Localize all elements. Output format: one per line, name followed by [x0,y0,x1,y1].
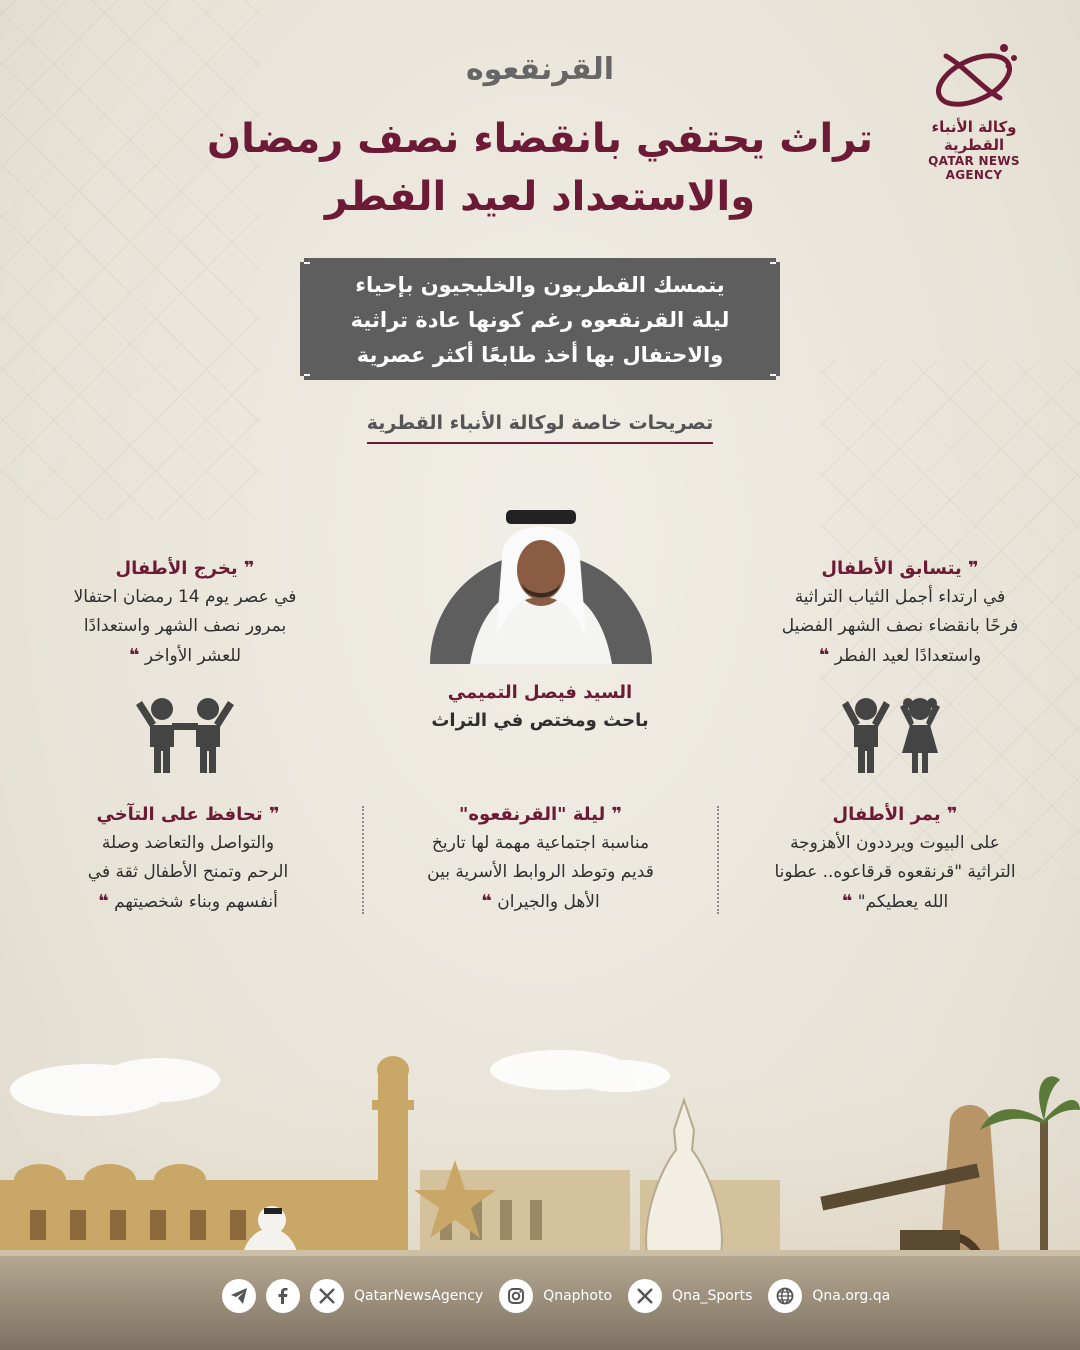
block-line-last [745,641,1055,671]
block-line: الله يعطيكم" [857,892,949,912]
title-line-2: والاستعداد لعيد الفطر [324,174,756,220]
logo-english-text: QATAR NEWS AGENCY [928,154,1020,182]
children-icon [838,695,948,775]
block-head [38,804,338,825]
block-line-last [745,887,1045,917]
quote-open-icon: ❞ [968,558,979,579]
banner-corner [776,376,784,384]
block-body [38,829,338,917]
page-title [0,110,1080,226]
exclusive-label: تصريحات خاصة لوكالة الأنباء القطرية [367,412,714,444]
logo-arabic-text: وكالة الأنباء القطرية [931,118,1017,154]
quote-close-icon: ❝ [128,645,140,666]
social-handle-qna-sports[interactable]: Qna_Sports [672,1288,753,1304]
social-handle-qatarnewsagency[interactable]: QatarNewsAgency [354,1288,484,1304]
block-head [30,558,340,579]
block-body [30,583,340,671]
banner-line-1: يتمسك القطريون والخليجيون بإحياء [355,273,725,297]
person-role: باحث ومختص في التراث [431,710,649,731]
block-line: الرحم وتمنح الأطفال ثقة في [87,862,289,882]
quote-close-icon: ❝ [841,891,853,912]
block-line-last [388,887,693,917]
banner-corner [296,254,304,262]
quote-close-icon: ❝ [98,891,109,912]
block-line: الأهل والجيران [497,892,600,912]
facebook-icon[interactable] [266,1279,300,1313]
instagram-icon[interactable] [499,1279,533,1313]
block-line: أنفسهم وبناء شخصيتهم [114,892,278,912]
block-head-text: يمر الأطفال [832,804,941,825]
block-children-go-out [30,558,340,671]
quote-open-icon: ❞ [243,558,255,579]
block-children-compete [745,558,1055,671]
block-body [745,829,1045,917]
banner-corner [296,376,304,384]
person-name: السيد فيصل التميمي [447,682,633,703]
block-body [745,583,1055,671]
block-line-last [38,887,338,917]
telegram-icon[interactable] [222,1279,256,1313]
quote-open-icon: ❞ [268,804,280,825]
quote-open-icon: ❞ [611,804,623,825]
children-icon [130,695,240,775]
x-icon[interactable] [310,1279,344,1313]
divider [362,806,364,914]
block-line: فرحًا بانقضاء نصف الشهر الفضيل [781,616,1019,636]
block-head-text: تحافظ على التآخي [96,804,263,825]
social-handle-qnaphoto[interactable]: Qnaphoto [543,1288,613,1304]
block-line: والتواصل والتعاضد وصلة [101,833,275,853]
block-head-text: يخرج الأطفال [115,558,238,579]
block-line: التراثية "قرنقعوه قرقاعوه.. عطونا [774,862,1016,882]
block-children-pass-houses [745,804,1045,917]
block-line: للعشر الأواخر [144,646,242,666]
block-line: في ارتداء أجمل الثياب التراثية [794,587,1006,607]
banner-corner [776,254,784,262]
globe-icon[interactable] [768,1279,802,1313]
exclusive-statements [0,412,1080,444]
banner-line-3: والاحتفال بها أخذ طابعًا أكثر عصرية [356,343,724,367]
block-line: واستعدادًا لعيد الفطر [834,646,982,666]
kicker: القرنقعوه [465,52,615,87]
block-garangao-night [388,804,693,917]
block-head-text: يتسابق الأطفال [821,558,962,579]
quote-close-icon: ❝ [481,891,492,912]
banner-line-2: ليلة القرنقعوه رغم كونها عادة تراثية [350,308,730,332]
divider [717,806,719,914]
block-line: مناسبة اجتماعية مهمة لها تاريخ [431,833,650,853]
summary-banner [300,258,780,380]
block-head [745,804,1045,825]
block-head [388,804,693,825]
block-head-text: ليلة "القرنقعوه" [458,804,606,825]
block-line: بمرور نصف الشهر واستعدادًا [83,616,287,636]
quote-close-icon: ❝ [818,645,830,666]
person-portrait [430,486,652,664]
block-preserve-brotherhood [38,804,338,917]
block-line: قديم وتوطد الروابط الأسرية بين [427,862,654,882]
title-line-1: تراث يحتفي بانقضاء نصف رمضان [206,116,874,162]
block-head [745,558,1055,579]
block-body [388,829,693,917]
website-link[interactable]: Qna.org.qa [812,1288,891,1304]
social-bar [222,1278,896,1314]
block-line: على البيوت ويرددون الأهزوجة [790,833,1000,853]
quote-open-icon: ❞ [946,804,958,825]
block-line-last [30,641,340,671]
x-icon[interactable] [628,1279,662,1313]
block-line: في عصر يوم 14 رمضان احتفالا [73,587,297,607]
